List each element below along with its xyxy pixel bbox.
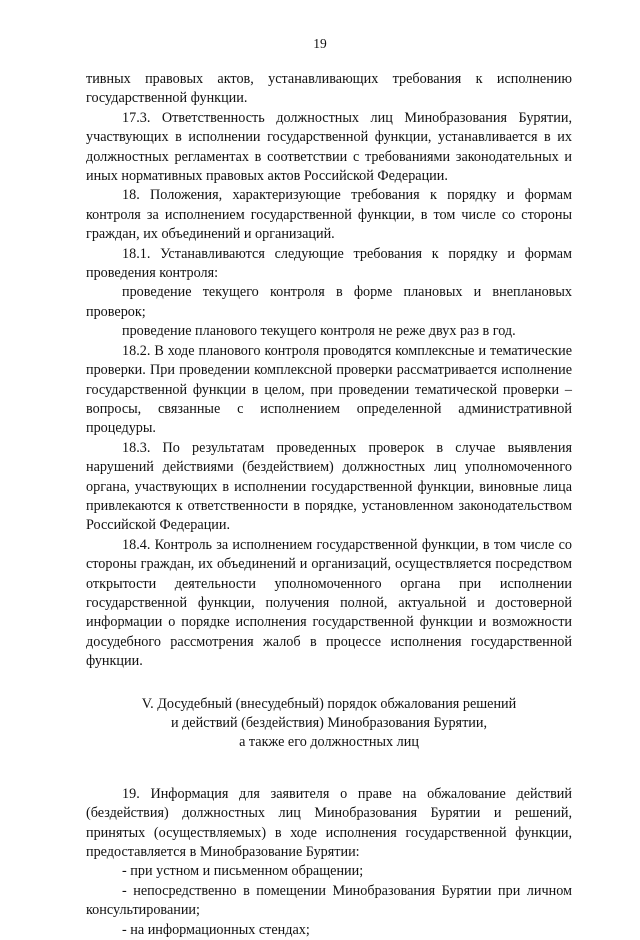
list-item: - непосредственно в помещении Минобразования Бурятии при личном консультировании;: [86, 882, 572, 919]
page-number: 19: [313, 36, 327, 51]
paragraph: 19. Информация для заявителя о праве на обжалование действий (бездействия) должностных лиц Минобразования Бурятии и решений, принятых (осуществляемых) в ходе исполнения государственной функции, предоставляется в Минобразование Бурятии:: [86, 785, 572, 861]
section-title-line: V. Досудебный (внесудебный) порядок обжалования решений: [141, 695, 517, 712]
list-item: проведение планового текущего контроля не реже двух раз в год.: [122, 323, 516, 340]
paragraph: 18.4. Контроль за исполнением государственной функции, в том числе со стороны граждан, их объединений и организаций, осуществляется посредством открытости деятельности уполномоченного органа при исполнении государственной функции, получения полной, актуальной и достоверной информации о порядке исполнения государственной функции и возможности досудебного рассмотрения жалоб в процессе исполнения государственной функции.: [86, 536, 572, 670]
list-item: проведение текущего контроля в форме плановых и внеплановых проверок;: [86, 284, 572, 320]
paragraph: 18.2. В ходе планового контроля проводятся комплексные и тематические проверки. При проведении комплексной проверки рассматривается исполнение государственной функции в целом, при проведении тематической проверки – вопросы, связанные с исполнением определенной административной процедуры.: [86, 342, 572, 437]
section-title-line: и действий (бездействия) Минобразования Бурятии,: [170, 715, 488, 731]
paragraph: 17.3. Ответственность должностных лиц Минобразования Бурятии, участвующих в исполнении государственной функции, устанавливается в их должностных регламентах в соответствии с требованиями законодательных и иных нормативных правовых актов Российской Федерации.: [86, 109, 572, 185]
document-body: [86, 70, 572, 940]
list-item: - на информационных стендах;: [122, 921, 310, 938]
paragraph: 18.1. Устанавливаются следующие требования к порядку и формам проведения контроля:: [86, 245, 572, 282]
paragraph: тивных правовых актов, устанавливающих требования к исполнению государственной функции.: [86, 71, 572, 107]
section-title-line: а также его должностных лиц: [239, 734, 419, 751]
list-item: - при устном и письменном обращении;: [122, 863, 364, 880]
paragraph: 18. Положения, характеризующие требования к порядку и формам контроля за исполнением государственной функции, в том числе со стороны граждан, их объединений и организаций.: [86, 187, 572, 243]
paragraph: 18.3. По результатам проведенных проверок в случае выявления нарушений действиями (бездействием) должностных лиц уполномоченного органа, участвующих в исполнении государственной функции, виновные лица привлекаются к ответственности в порядке, установленном законодательством Российской Федерации.: [86, 439, 572, 534]
section-title: [86, 695, 572, 753]
